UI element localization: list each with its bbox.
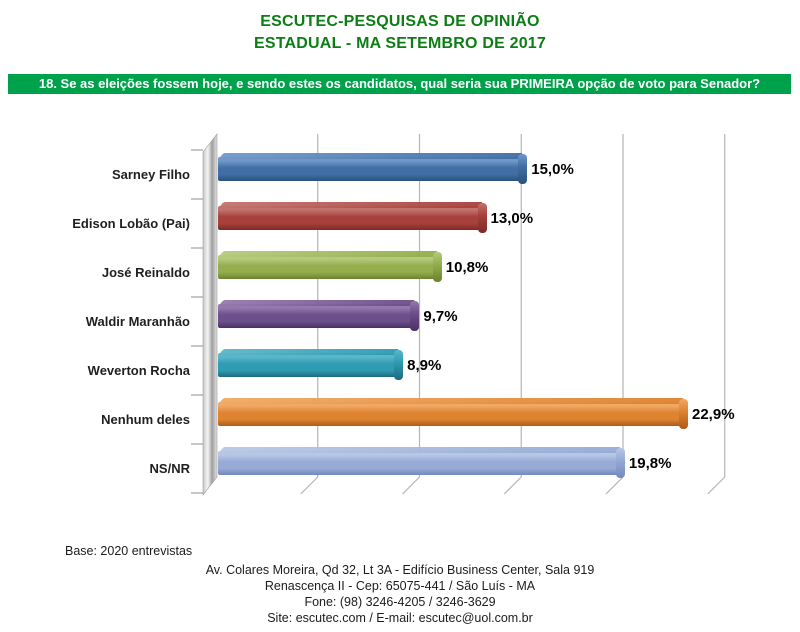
footer-phone-line: Fone: (98) 3246-4205 / 3246-3629 — [304, 595, 496, 609]
footer-address-line1: Av. Colares Moreira, Qd 32, Lt 3A - Edifício Business Center, Sala 919 — [205, 563, 595, 577]
footer-site-line: Site: escutec.com / E-mail: escutec@uol.com.br — [267, 611, 533, 625]
category-label: Nenhum deles — [101, 412, 190, 427]
category-label: José Reinaldo — [101, 265, 190, 280]
question-banner-text: 18. Se as eleições fossem hoje, e sendo estes os candidatos, qual seria sua PRIMEIRA opção de voto para Senador? — [38, 76, 761, 91]
bar-top-face — [219, 202, 483, 208]
bar-end-cap — [410, 301, 419, 331]
value-label: 13,0% — [490, 210, 534, 227]
category-label: Sarney Filho — [111, 167, 190, 182]
value-label: 22,9% — [692, 406, 735, 423]
category-label: NS/NR — [149, 461, 190, 476]
footer-contact-block — [0, 562, 800, 626]
page-title-line1: ESCUTEC-PESQUISAS DE OPINIÃO — [260, 13, 540, 30]
bar-end-cap — [518, 154, 527, 184]
page-title-line2: ESTADUAL - MA SETEMBRO DE 2017 — [254, 35, 546, 52]
value-label: 19,8% — [628, 455, 672, 472]
footer-address-line2: Renascença II - Cep: 65075-441 / São Luís - MA — [264, 579, 536, 593]
base-note: Base: 2020 entrevistas — [65, 544, 193, 558]
bar-end-cap — [433, 252, 442, 282]
bar-end-cap — [394, 350, 403, 380]
value-label: 9,7% — [423, 308, 458, 325]
bar-top-face — [219, 349, 400, 355]
axis-ticks — [191, 150, 203, 493]
category-label: Weverton Rocha — [87, 363, 190, 378]
bar-top-face — [219, 300, 416, 306]
bar — [218, 451, 621, 475]
value-label: 8,9% — [407, 357, 442, 374]
value-label: 10,8% — [445, 259, 489, 276]
value-label: 15,0% — [531, 161, 574, 178]
bar-top-face — [219, 447, 622, 453]
bar — [218, 402, 684, 426]
bar-end-cap — [478, 203, 487, 233]
bar — [218, 157, 523, 181]
bar — [218, 304, 415, 328]
bar-top-face — [219, 251, 438, 257]
category-label: Edison Lobão (Pai) — [72, 216, 190, 231]
bar — [218, 353, 399, 377]
bar-end-cap — [616, 448, 625, 478]
bar — [218, 255, 438, 279]
bar-top-face — [219, 398, 685, 404]
3d-left-wall — [203, 134, 217, 495]
bar-top-face — [219, 153, 524, 159]
bar-end-cap — [679, 399, 688, 429]
bar — [218, 206, 483, 230]
category-label: Waldir Maranhão — [85, 314, 190, 329]
